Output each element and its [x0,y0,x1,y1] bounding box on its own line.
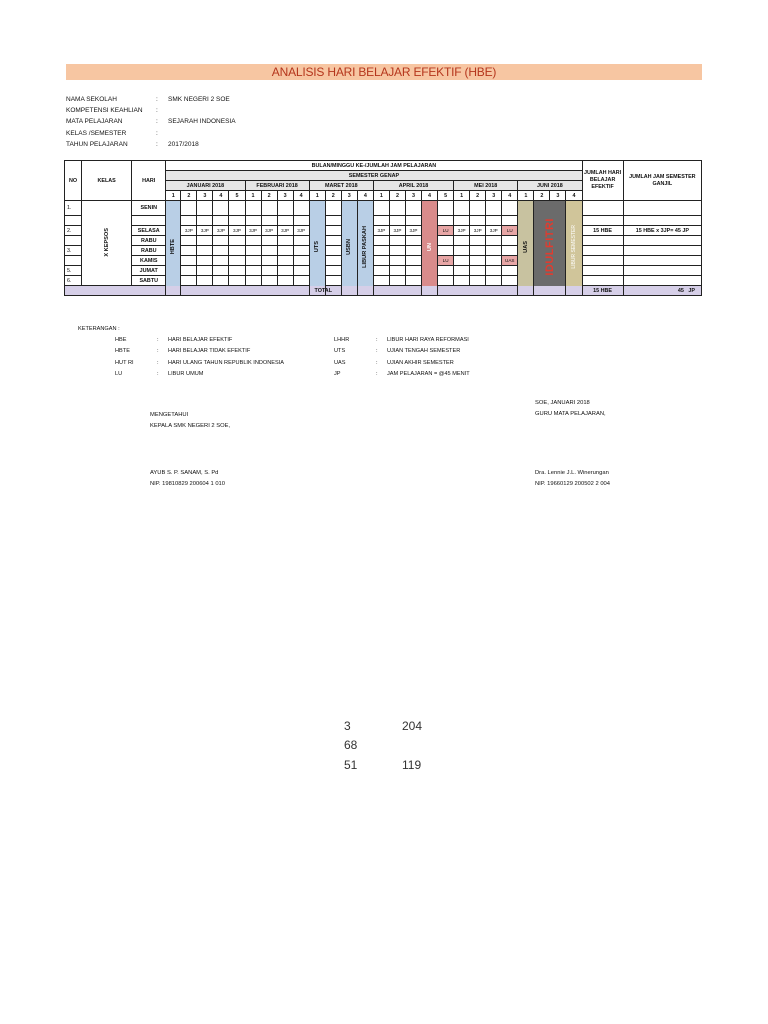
header-row-1 [65,161,702,171]
jjam-header: JUMLAH JAM SEMESTER GANJIL [623,161,701,201]
info-sep: : [156,129,158,137]
row-no: 1. [65,201,82,216]
month-header: JUNI 2018 [518,181,582,191]
info-label: KOMPETENSI KEAHLIAN [66,107,143,115]
day-cell: SELASA [132,226,166,236]
sign-left-top [150,410,230,433]
row-no: 3. [65,246,82,256]
legend-row [334,346,470,357]
jp-cell: 3JP [470,226,486,236]
legend-code: LU [115,370,123,377]
info-row [66,105,236,116]
week-number: 4 [357,191,373,201]
week-number: 4 [422,191,438,201]
jp-cell: 3JP [293,226,309,236]
kelas-cell [82,201,132,286]
sign-kepala-name: AYUB S. P. SANAM, S. Pd [150,470,219,476]
jp-cell: 3JP [454,226,470,236]
uts-label: UTS [314,241,321,253]
info-label: KELAS /SEMESTER [66,129,127,137]
bulan-header: BULAN/MINGGU KE-/JUMLAH JAM PELAJARAN [166,161,582,171]
legend-code: UAS [334,359,346,366]
row-no [65,236,82,246]
legend-sep: : [157,348,159,355]
libur-semester-label: LIBUR SEMESTER [570,225,577,269]
week-number: 2 [325,191,341,201]
week-number: 1 [373,191,389,201]
week-number: 2 [389,191,405,201]
total-label: TOTAL [65,286,583,296]
legend-row [334,335,470,346]
legend-desc: LIBUR HARI RAYA REFORMASI [387,337,469,343]
total-jam-value: 45 [677,287,684,294]
legend-code: JP [334,370,341,377]
month-header: MARET 2018 [309,181,373,191]
info-row [66,139,236,150]
week-number: 3 [197,191,213,201]
row-no [65,256,82,266]
jp-cell: 3JP [373,226,389,236]
legend-code: UTS [334,348,346,355]
uts-cell [309,201,325,296]
jp-cell: 3JP [486,226,502,236]
week-number: 3 [277,191,293,201]
info-sep: : [156,140,158,148]
month-header: JANUARI 2018 [166,181,245,191]
sign-right-bottom [535,468,610,491]
day-cell: RABU [132,246,166,256]
row-no: 2. [65,226,82,236]
sign-guru-nip: NIP. 19660129 200502 2 004 [535,481,610,488]
legend-row [115,369,284,380]
number-a: 3 [344,719,351,733]
row-spacer [65,216,702,226]
month-header: FEBRUARI 2018 [245,181,309,191]
lu-cell: LU [502,226,518,236]
row-total [65,286,702,296]
page-title: ANALISIS HARI BELAJAR EFEKTIF (HBE) [66,64,702,80]
week-number: 5 [229,191,245,201]
jp-cell: 3JP [213,226,229,236]
week-number: 1 [245,191,261,201]
hbte-cell [166,201,181,296]
idulfitri-label: IDULFITRI [543,218,556,276]
sign-guru-name: Dra. Lennie J.L. Winerungan [535,470,609,476]
legend-sep: : [157,359,159,366]
legend-right [334,335,470,380]
sign-guru-role: GURU MATA PELAJARAN, [535,411,606,418]
info-label: TAHUN PELAJARAN [66,140,128,148]
keterangan-title: KETERANGAN : [78,326,120,332]
jp-cell: 3JP [405,226,421,236]
col-kelas-header: KELAS [82,161,132,201]
row-jumat [65,266,702,276]
jp-cell: 3JP [181,226,197,236]
col-hari-header: HARI [132,161,166,201]
row-senin [65,201,702,216]
day-cell: KAMIS [132,256,166,266]
jp-cell: 3JP [197,226,213,236]
lu-cell: LU [438,226,454,236]
week-number: 4 [566,191,582,201]
legend-desc: JAM PELAJARAN = @45 MENIT [387,370,470,377]
week-number: 4 [213,191,229,201]
legend-sep: : [376,337,378,343]
info-row [66,94,236,105]
legend-sep: : [157,337,159,343]
day-cell: SENIN [132,201,166,216]
legend-row [334,369,470,380]
day-cell: RABU [132,236,166,246]
paskah-cell [357,201,373,296]
sign-place-date: SOE, JANUARI 2018 [535,400,590,406]
month-header: MEI 2018 [454,181,518,191]
row-rabu-2 [65,246,702,256]
row-selasa [65,226,702,236]
legend-desc: UJIAN TENGAH SEMESTER [387,348,461,355]
number-e: 119 [402,758,422,772]
week-number: 1 [309,191,325,201]
info-row [66,128,236,139]
week-number: 3 [341,191,357,201]
legend-row [115,358,284,369]
legend-desc: LIBUR UMUM [168,370,204,377]
info-label: MATA PELAJARAN [66,118,123,126]
uas-small-cell: UAS [502,256,518,266]
week-number: 4 [502,191,518,201]
legend-desc: HARI BELAJAR TIDAK EFEKTIF [168,348,251,355]
jp-cell: 3JP [261,226,277,236]
legend-sep: : [376,348,378,355]
col-no-header: NO [65,161,82,201]
usbn-label: USBN [346,239,353,255]
uas-label: UAS [522,241,529,253]
legend-row [115,335,284,346]
legend-row [115,346,284,357]
info-sep: : [156,118,158,126]
sign-left-bottom [150,468,225,491]
info-sep: : [156,107,158,115]
sign-kepala-nip: NIP. 19810829 200604 1 010 [150,481,225,488]
paskah-label: LIBUR PASKAH [362,226,369,268]
jp-cell: 3JP [229,226,245,236]
week-number: 1 [518,191,534,201]
total-jam [623,286,701,296]
info-value: 2017/2018 [168,140,199,148]
legend-left [115,335,284,380]
week-number: 3 [486,191,502,201]
legend-sep: : [376,370,378,377]
week-number: 1 [166,191,181,201]
sign-right-top [535,398,606,421]
jhbe-header: JUMLAH HARI BELAJAR EFEKTIF [582,161,623,201]
sign-kepala: KEPALA SMK NEGERI 2 SOE, [150,423,231,430]
idulfitri-cell [534,201,566,296]
jp-cell: 3JP [277,226,293,236]
week-number: 3 [550,191,566,201]
legend-code: HUT RI [115,359,134,366]
jp-cell: 3JP [389,226,405,236]
day-cell: JUMAT [132,266,166,276]
legend-code: HBE [115,337,127,343]
uas-cell [518,201,534,296]
total-jp-unit: JP [688,287,695,294]
legend-desc: HARI ULANG TAHUN REPUBLIK INDONESIA [168,359,285,366]
week-number: 2 [261,191,277,201]
row-no: 5. [65,266,82,276]
week-number: 1 [454,191,470,201]
number-d: 51 [344,758,358,772]
row-kamis [65,256,702,266]
hbe-table [64,160,702,296]
selasa-hbe: 15 HBE [582,226,623,236]
hbte-label: HBTE [170,239,177,255]
lu-cell: LU [438,256,454,266]
selasa-jam: 15 HBE x 3JP= 45 JP [623,226,701,236]
school-info [66,94,236,150]
info-label: NAMA SEKOLAH [66,96,117,103]
info-sep: : [156,96,158,103]
week-number: 2 [181,191,197,201]
row-no: 6. [65,276,82,286]
jp-cell: 3JP [245,226,261,236]
legend-row [334,358,470,369]
legend-sep: : [376,359,378,366]
month-header: APRIL 2018 [373,181,453,191]
un-label: UN [426,242,433,252]
info-row [66,116,236,127]
info-value: SMK NEGERI 2 SOE [168,96,230,103]
legend-desc: HARI BELAJAR EFEKTIF [168,337,233,343]
sign-mengetahui: MENGETAHUI [150,412,189,418]
legend-desc: UJIAN AKHIR SEMESTER [387,359,454,366]
day-cell: SABTU [132,276,166,286]
week-number: 2 [534,191,550,201]
usbn-cell [341,201,357,296]
week-number: 3 [405,191,421,201]
row-sabtu [65,276,702,286]
row-rabu [65,236,702,246]
week-number: 5 [438,191,454,201]
total-hbe: 15 HBE [582,286,623,296]
legend-code: HBTE [115,348,130,355]
week-number: 4 [293,191,309,201]
kelas-label: X KEPSOS [103,227,110,257]
legend-code: LHHR [334,337,350,343]
un-cell [422,201,438,296]
number-c: 68 [344,738,358,752]
week-number: 2 [470,191,486,201]
libur-semester-cell [566,201,582,296]
semester-header: SEMESTER GENAP [166,171,582,181]
legend-sep: : [157,370,159,377]
number-b: 204 [402,719,423,733]
info-value: SEJARAH INDONESIA [168,118,236,126]
